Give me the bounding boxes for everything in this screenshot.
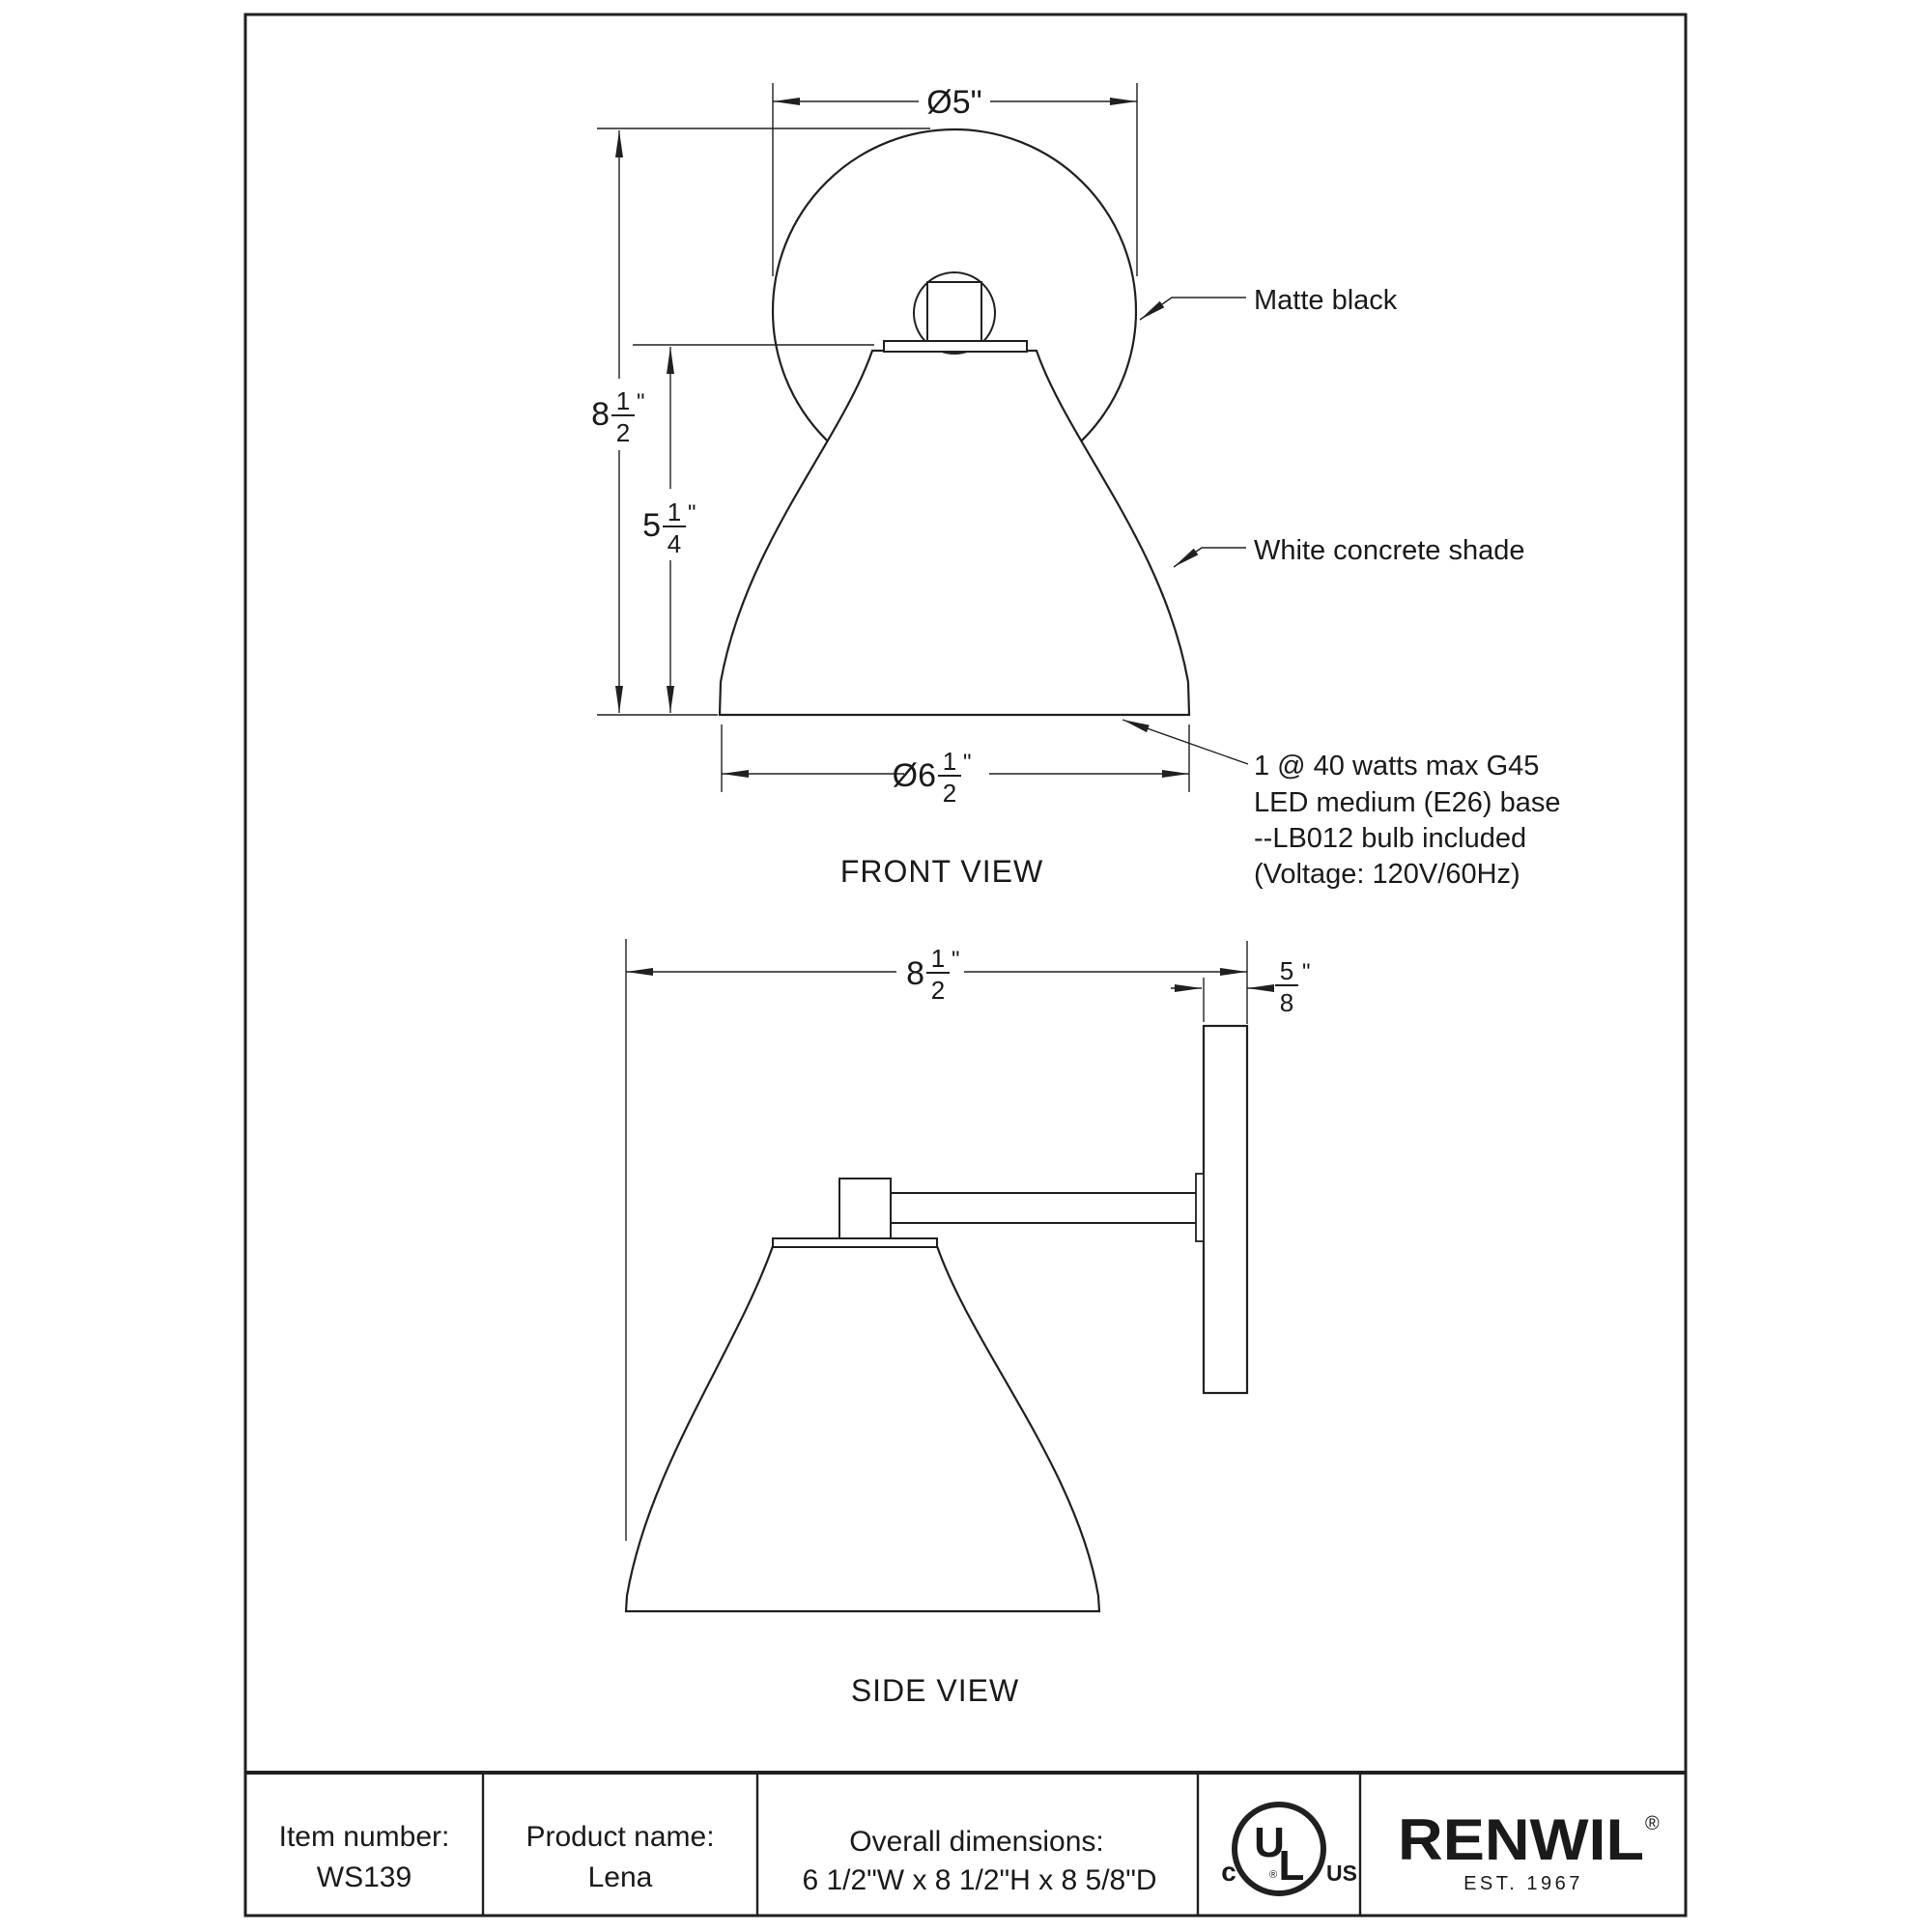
dim-numerator: 1	[930, 944, 946, 973]
brand-name: RENWIL	[1398, 1807, 1644, 1872]
annotation-finish: Matte black	[1254, 285, 1398, 316]
brand-registered-mark: ®	[1645, 1813, 1660, 1834]
front-knob-stem	[927, 282, 981, 341]
ul-certification-logo	[1221, 1804, 1357, 1893]
annotation-shade: White concrete shade	[1254, 535, 1525, 566]
side-cap-plate	[773, 1238, 937, 1247]
side-wall-plate	[1204, 1026, 1247, 1393]
dim-whole: 8	[906, 955, 924, 992]
ul-monogram-u: U	[1254, 1819, 1285, 1866]
leader-bulb	[1122, 720, 1248, 764]
front-shade-outline	[720, 351, 1189, 715]
side-view-drawing	[626, 939, 1311, 1708]
overall-dimensions-value: 6 1/2"W x 8 1/2"H x 8 5/8"D	[802, 1864, 1157, 1896]
dim-whole: 8	[591, 396, 610, 433]
dim-denominator: 2	[615, 418, 631, 447]
dim-whole: Ø6	[892, 757, 936, 794]
front-dim-backplate-diameter	[773, 83, 1137, 276]
item-number-label: Item number:	[278, 1821, 450, 1853]
dim-unit: "	[952, 947, 960, 973]
dim-whole: 5	[642, 507, 661, 544]
leader-shade	[1174, 548, 1246, 567]
item-number-value: WS139	[316, 1861, 412, 1893]
front-view-drawing	[583, 83, 1189, 889]
annotation-bulb-line3: --LB012 bulb included	[1254, 823, 1527, 854]
front-view-title: FRONT VIEW	[839, 854, 1044, 889]
dim-denominator: 4	[667, 529, 682, 558]
dim-numerator: 1	[667, 497, 682, 526]
side-dim-backplate-depth	[1171, 956, 1311, 1022]
dim-numerator: 1	[942, 747, 957, 776]
item-number-cell	[279, 1821, 450, 1893]
brand-established: EST. 1967	[1463, 1873, 1583, 1894]
side-arm	[891, 1193, 1204, 1223]
annotation-bulb-line2: LED medium (E26) base	[1254, 787, 1561, 818]
ul-monogram-l: L	[1278, 1842, 1305, 1889]
side-view-title: SIDE VIEW	[850, 1673, 1020, 1708]
ul-us-mark: US	[1326, 1861, 1357, 1886]
side-shade-outline	[626, 1246, 1099, 1611]
product-name-value: Lena	[587, 1861, 653, 1893]
side-arm-flange	[1196, 1174, 1204, 1241]
dim-label-backplate-diameter: Ø5"	[926, 84, 982, 121]
product-name-label: Product name:	[526, 1821, 715, 1853]
annotations	[1122, 285, 1561, 890]
product-name-cell	[526, 1821, 714, 1893]
overall-dimensions-label: Overall dimensions:	[849, 1826, 1104, 1858]
side-socket-post	[839, 1179, 891, 1238]
dim-unit: "	[688, 500, 696, 526]
front-dim-shade-diameter	[722, 724, 1189, 808]
ul-c-mark: c	[1221, 1857, 1236, 1887]
dim-numerator: 1	[615, 386, 631, 415]
title-block	[244, 1773, 1687, 1915]
dim-denominator: 2	[930, 976, 946, 1005]
front-cap-plate	[884, 341, 1027, 352]
dim-denominator: 8	[1279, 988, 1294, 1017]
dim-unit: "	[637, 389, 645, 415]
dim-unit: "	[1302, 959, 1311, 985]
brand-logo	[1398, 1807, 1660, 1894]
dim-denominator: 2	[942, 779, 957, 808]
dim-unit: "	[963, 750, 972, 776]
ul-registered-mark: ®	[1268, 1869, 1278, 1881]
annotation-bulb-line4: (Voltage: 120V/60Hz)	[1254, 859, 1520, 890]
dim-numerator: 5	[1279, 956, 1294, 985]
overall-dimensions-cell	[802, 1826, 1156, 1896]
leader-finish	[1140, 298, 1246, 320]
annotation-bulb-line1: 1 @ 40 watts max G45	[1254, 751, 1540, 781]
